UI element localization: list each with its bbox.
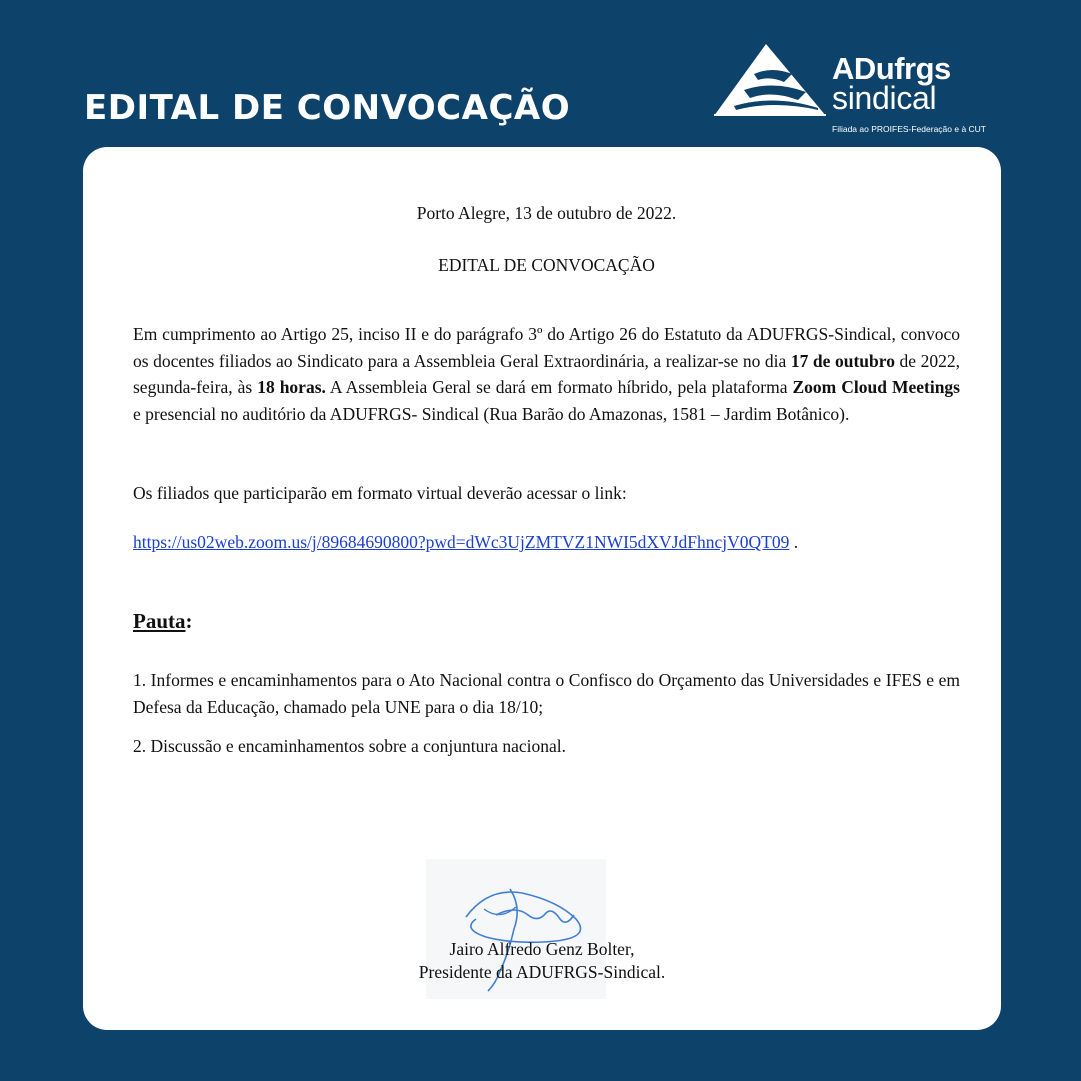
- document-title: EDITAL DE CONVOCAÇÃO: [438, 255, 655, 275]
- adufrgs-logo: [714, 44, 1004, 140]
- link-suffix: .: [789, 532, 799, 552]
- logo-subtitle: sindical: [832, 80, 937, 116]
- meeting-time: 18 horas.: [257, 377, 326, 397]
- logo-tagline: Filiada ao PROIFES-Federação e à CUT: [832, 124, 987, 134]
- adufrgs-logo-mark-icon: [714, 44, 826, 116]
- document-card: [83, 147, 1001, 1030]
- meeting-date: 17 de outubro: [790, 350, 895, 371]
- document-date: Porto Alegre, 13 de outubro de 2022.: [416, 203, 677, 223]
- link-row: [133, 532, 798, 553]
- paragraph-text-1: Em cumprimento ao Artigo 25, inciso II e do parágrafo 3º do Artigo 26 do Estatuto da ADUFRGS-Sindical, convoco os docentes filiados ao Sindicato para a Assembleia Geral Extraordinária, a realizar-se no dia: [133, 324, 960, 371]
- meeting-platform: Zoom Cloud Meetings: [792, 377, 960, 397]
- logo-name: ADufrgs: [832, 51, 951, 86]
- page-title: EDITAL DE CONVOCAÇÃO: [84, 88, 571, 128]
- agenda-colon: :: [185, 609, 193, 633]
- agenda-label: Pauta: [133, 609, 186, 633]
- convocation-paragraph: [133, 321, 960, 427]
- signatory-role: Presidente da ADUFRGS-Sindical.: [418, 962, 666, 982]
- paragraph-text-4: e presencial no auditório da ADUFRGS- Sindical (Rua Barão do Amazonas, 1581 – Jardim Botânico).: [133, 403, 850, 424]
- agenda-heading: [133, 609, 193, 634]
- agenda-item: 2. Discussão e encaminhamentos sobre a conjuntura nacional.: [133, 736, 566, 756]
- zoom-meeting-link[interactable]: https://us02web.zoom.us/j/89684690800?pwd=dWc3UjZMTVZ1NWI5dXVJdFhncjV0QT09: [133, 532, 790, 552]
- paragraph-text-2: de 2022, segunda-feira, às: [133, 350, 960, 397]
- agenda-item: 1. Informes e encaminhamentos para o Ato Nacional contra o Confisco do Orçamento das Universidades e IFES e em Defesa da Educação, chamado pela UNE para o dia 18/10;: [133, 670, 960, 717]
- link-instruction: Os filiados que participarão em formato virtual deverão acessar o link:: [133, 483, 627, 503]
- signatory-name: Jairo Alfredo Genz Bolter,: [449, 939, 635, 959]
- paragraph-text-3: A Assembleia Geral se dará em formato híbrido, pela plataforma: [325, 377, 793, 397]
